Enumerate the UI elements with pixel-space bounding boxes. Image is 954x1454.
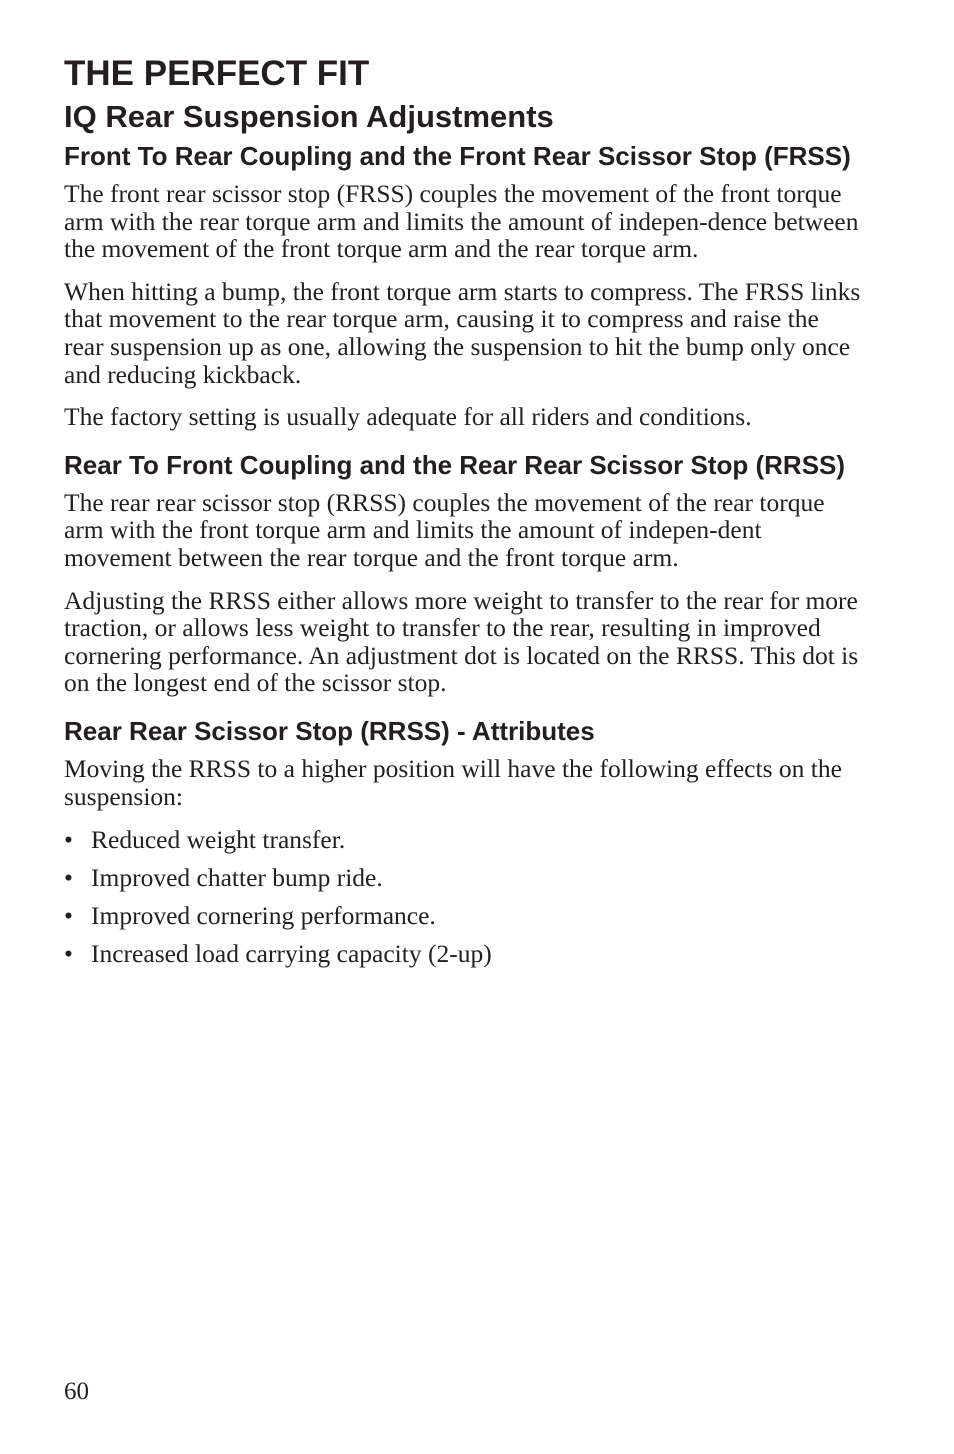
list-item [64,864,864,892]
list-item [64,940,864,968]
list-item [64,826,864,854]
rrss-heading: Rear To Front Coupling and the Rear Rear Scissor Stop (RRSS) [64,449,846,480]
frss-paragraph: When hitting a bump, the front torque arm starts to compress. The FRSS links that movement to the rear torque arm, causing it to compress and raise the rear suspension up as one, allowing the suspension to hit the bump only once and reducing kickback. [64,276,861,389]
attributes-heading: Rear Rear Scissor Stop (RRSS) - Attributes [64,715,595,746]
list-item-text: Improved cornering performance. [91,901,436,931]
list-item-text: Improved chatter bump ride. [91,863,383,893]
list-item-text: Reduced weight transfer. [91,825,346,855]
bullet-icon: • [64,863,73,893]
chapter-title: THE PERFECT FIT [64,54,370,93]
rrss-paragraph: The rear rear scissor stop (RRSS) couples the movement of the rear torque arm with the front torque arm and limits the amount of indepen-dent movement between the rear torque and the front torque arm. [64,487,825,572]
list-item [64,902,864,930]
page-number: 60 [64,1378,89,1405]
section-title: IQ Rear Suspension Adjustments [64,99,554,134]
bullet-icon: • [64,901,73,931]
manual-page [64,54,864,978]
attributes-intro: Moving the RRSS to a higher position will have the following effects on the suspension: [64,753,842,811]
frss-paragraph: The factory setting is usually adequate for all riders and conditions. [64,402,752,432]
frss-paragraph: The front rear scissor stop (FRSS) couples the movement of the front torque arm with the rear torque arm and limits the amount of indepen-dence between the movement of the front torque arm and the rear torque arm. [64,179,859,264]
bullet-icon: • [64,825,73,855]
list-item-text: Increased load carrying capacity (2-up) [91,939,492,969]
rrss-paragraph: Adjusting the RRSS either allows more weight to transfer to the rear for more traction, or allows less weight to transfer to the rear, resulting in improved cornering performance. An adjustment dot is located on the RRSS. This dot is on the longest end of the scissor stop. [64,585,859,698]
bullet-icon: • [64,939,73,969]
attributes-list [64,826,864,968]
frss-heading: Front To Rear Coupling and the Front Rear Scissor Stop (FRSS) [64,141,851,171]
